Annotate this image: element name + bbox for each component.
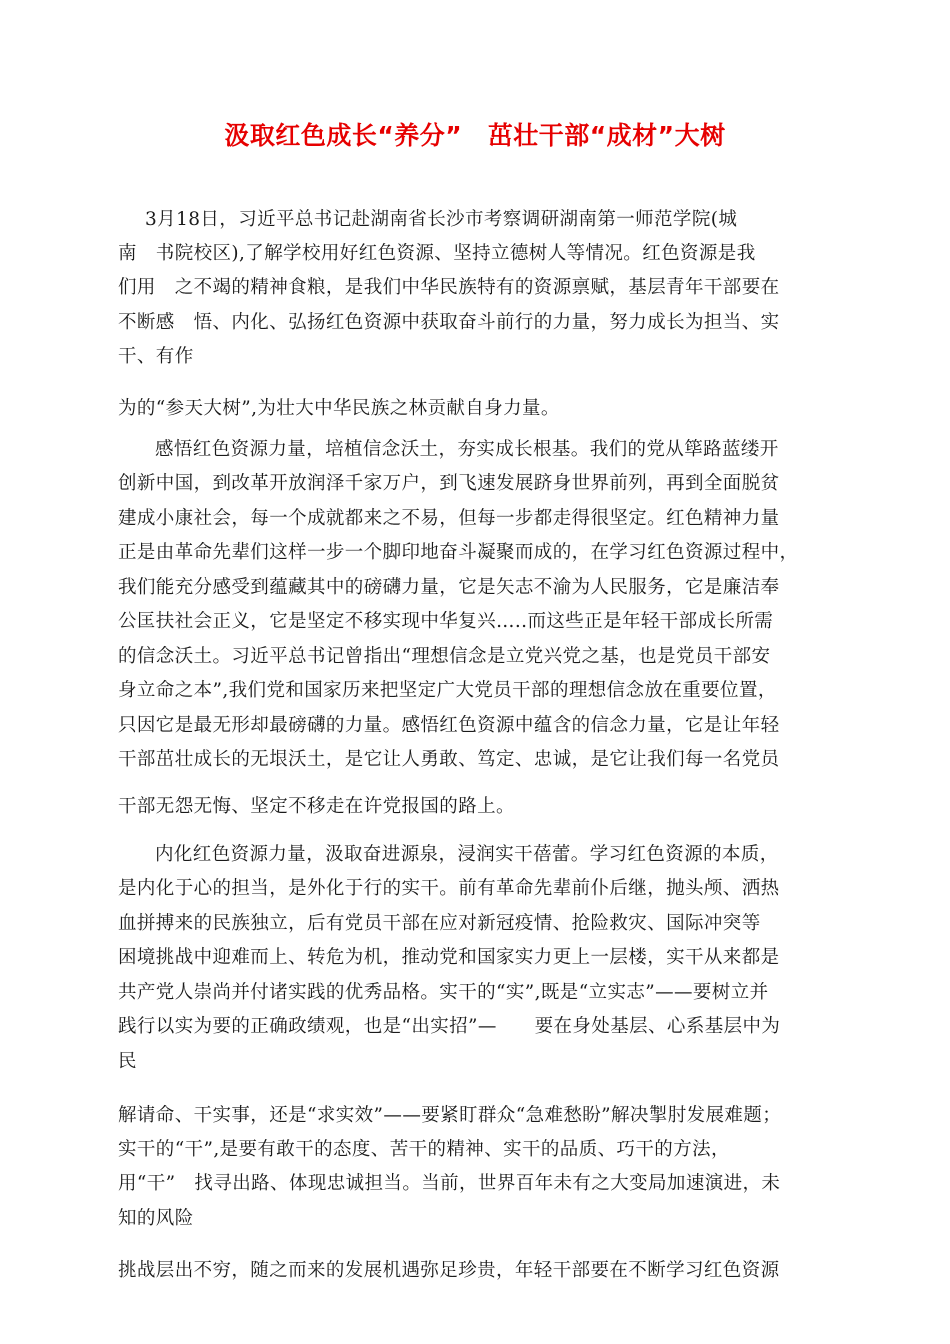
text-line: 3月18日，习近平总书记赴湖南省长沙市考察调研湖南第一师范学院(城: [145, 209, 738, 230]
text-line: 知的风险: [118, 1208, 194, 1229]
text-line: 南 书院校区),了解学校用好红色资源、坚持立德树人等情况。红色资源是我: [118, 243, 756, 264]
text-line: 践行以实为要的正确政绩观，也是“出实招”— 要在身处基层、心系基层中为: [118, 1016, 781, 1037]
text-line: 们用 之不竭的精神食粮，是我们中华民族特有的资源禀赋，基层青年干部要在: [118, 277, 780, 298]
document-title: 汲取红色成长“养分” 茁壮干部“成材”大树: [224, 121, 726, 150]
text-line: 为的“参天大树”,为壮大中华民族之林贡献自身力量。: [118, 398, 560, 419]
text-line: 实干的“干”,是要有敢干的态度、苦干的精神、实干的品质、巧干的方法，: [118, 1139, 730, 1160]
text-line: 共产党人崇尚并付诸实践的优秀品格。实干的“实”,既是“立实志”——要树立并: [118, 982, 769, 1003]
text-line: 干部茁壮成长的无垠沃土，是它让人勇敢、笃定、忠诚，是它让我们每一名党员: [118, 749, 780, 770]
text-line: 公匡扶社会正义，它是坚定不移实现中华复兴…..而这些正是年轻干部成长所需: [118, 611, 774, 632]
text-line: 干部无怨无悔、坚定不移走在许党报国的路上。: [118, 796, 515, 817]
text-line: 解请命、干实事，还是“求实效”——要紧盯群众“急难愁盼”解决掣肘发展难题；: [118, 1105, 782, 1126]
text-line: 正是由革命先辈们这样一步一个脚印地奋斗凝聚而成的，在学习红色资源过程中，: [118, 542, 799, 563]
text-line: 感悟红色资源力量，培植信念沃土，夯实成长根基。我们的党从筚路蓝缕开: [155, 439, 779, 460]
text-line: 困境挑战中迎难而上、转危为机，推动党和国家实力更上一层楼，实干从来都是: [118, 947, 780, 968]
text-line: 创新中国，到改革开放润泽千家万户，到飞速发展跻身世界前列，再到全面脱贫: [118, 473, 780, 494]
text-line: 身立命之本”,我们党和国家历来把坚定广大党员干部的理想信念放在重要位置，: [118, 680, 777, 701]
text-line: 干、有作: [118, 346, 194, 367]
text-line: 我们能充分感受到蕴藏其中的磅礴力量，它是矢志不渝为人民服务，它是廉洁奉: [118, 577, 780, 598]
text-line: 挑战层出不穷，随之而来的发展机遇弥足珍贵，年轻干部要在不断学习红色资源: [118, 1260, 780, 1281]
text-line: 是内化于心的担当，是外化于行的实干。前有革命先辈前仆后继，抛头颅、洒热: [118, 878, 780, 899]
text-line: 民: [118, 1051, 137, 1072]
text-line: 建成小康社会，每一个成就都来之不易，但每一步都走得很坚定。红色精神力量: [118, 508, 780, 529]
text-line: 血拼搏来的民族独立，后有党员干部在应对新冠疫情、抢险救灾、国际冲突等: [118, 913, 761, 934]
text-line: 不断感 悟、内化、弘扬红色资源中获取奋斗前行的力量，努力成长为担当、实: [118, 312, 780, 333]
text-line: 用“干” 找寻出路、体现忠诚担当。当前，世界百年未有之大变局加速演进，未: [118, 1173, 781, 1194]
text-line: 的信念沃土。习近平总书记曾指出“理想信念是立党兴党之基，也是党员干部安: [118, 646, 771, 667]
text-line: 内化红色资源力量，汲取奋进源泉，浸润实干蓓蕾。学习红色资源的本质，: [155, 844, 779, 865]
text-line: 只因它是最无形却最磅礴的力量。感悟红色资源中蕴含的信念力量，它是让年轻: [118, 715, 780, 736]
